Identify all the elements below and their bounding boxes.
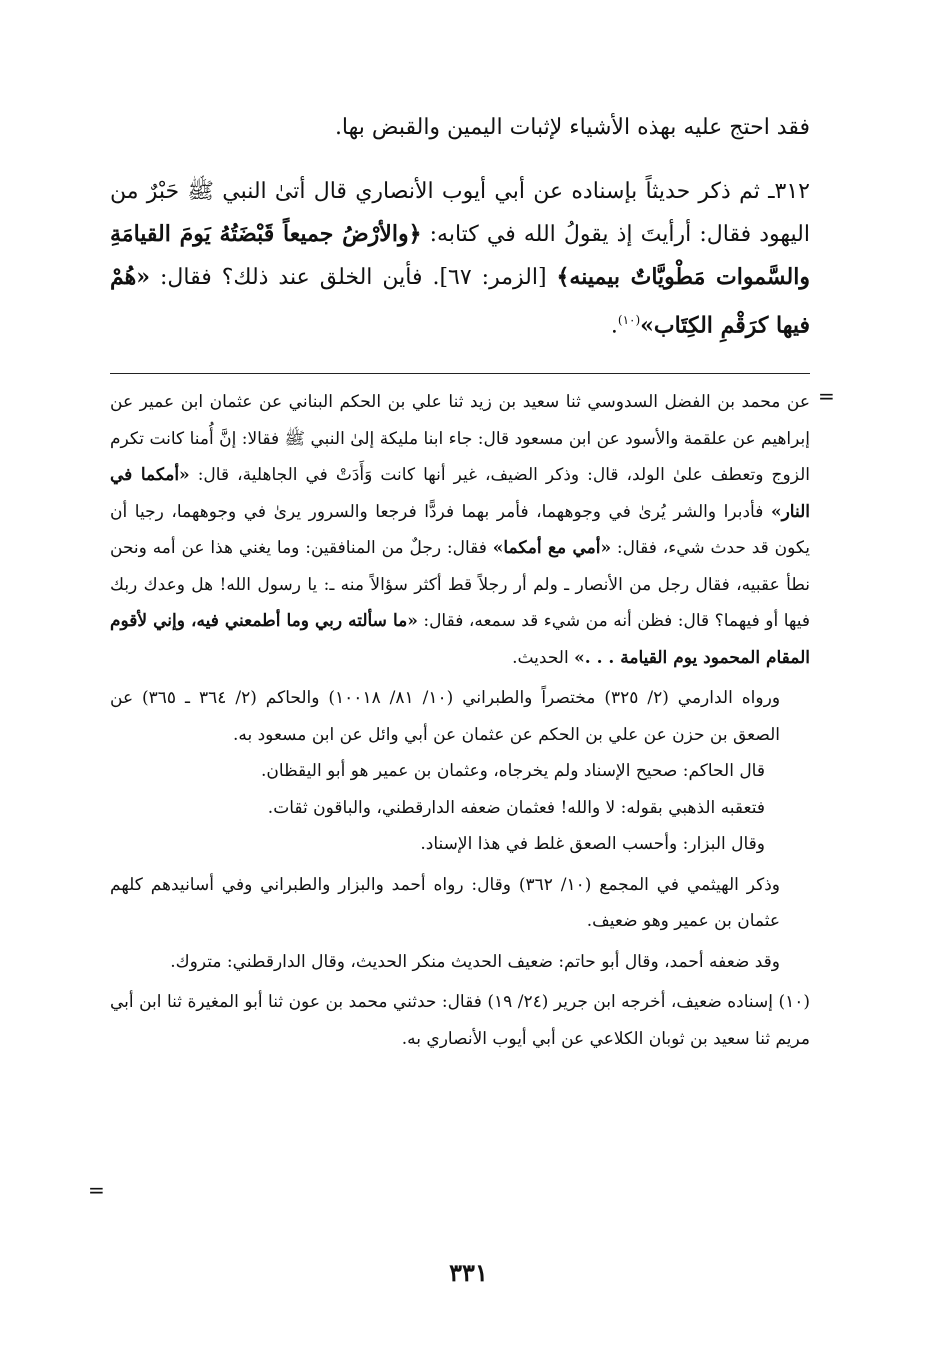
intro-text: فقد احتج عليه بهذه الأشياء لإثبات اليمين والقبض بها. (334, 115, 810, 140)
hadith-text-end: . (610, 313, 618, 339)
continuation-mark-top: = (818, 384, 835, 408)
footnote-daraqutni-paragraph: وقد ضعفه أحمد، وقال أبو حاتم: ضعيف الحديث منكر الحديث، وقال الدارقطني: متروك. (170, 951, 780, 972)
quran-verse: ﴿والأرْضُ جميعاً قَبْضَتُهُ يَومَ القيامَةِ والسَّموات مَطْويَّاتٌ بيمينه﴾ (110, 221, 810, 290)
footnote-divider (110, 373, 810, 374)
hadith-text-middle: [الزمر: ٦٧]. فأين الخلق عند ذلك؟ فقال: (150, 265, 557, 290)
page-number: ٣٣١ (449, 1258, 488, 1287)
footnote-text: فقال: رجلٌ من المنافقين: وما يغني هذا عن أمه ونحن نطأ عقبيه، فقال رجل من الأنصار ـ ولم أر رجلاً قط أكثر سؤالاً منه ـ: يا رسول الله! هل وعدك ربك فيها أو فيهما؟ قال: فظن أنه من شيء قد سمعه، فقال: (110, 538, 810, 631)
hadith-312-paragraph (110, 170, 810, 347)
footnote-text: عن محمد بن الفضل السدوسي ثنا سعيد بن زيد ثنا علي بن الحكم البناني عن عثمان ابن عمير عن إبراهيم عن علقمة والأسود عن ابن مسعود قال: جاء ابنا مليكة إلىٰ النبي ﷺ فقالا: إنَّ أُمنا كانت تكرم الزوج وتعطف علىٰ الولد، قال: وذكر الضيف، غير أنها كانت وَأَدَتْ في الجاهلية، قال: (110, 392, 810, 485)
footnote-dhahabi-line: فتعقبه الذهبي بقوله: لا والله! فعثمان ضعفه الدارقطني، والباقون ثقات. (267, 797, 765, 818)
footnote-quote-3: «ما سألته ربي وما أطمعني فيه، وإني لأقوم المقام المحمود يوم القيامة . . .» (110, 611, 810, 668)
hadith-text-start: ٣١٢ـ ثم ذكر حديثاً بإسناده عن أبي أيوب الأنصاري قال أتىٰ النبي ﷺ حَبْرٌ من اليهود فقال: أرأيتَ إذ يقولُ الله في كتابه: (110, 179, 810, 247)
footnote-text: فأدبرا والشر يُرىٰ في وجوههما، فأمر بهما فردًّا فرجعا والسرور يرىٰ في وجوههما، رجيا أن يكون قد حدث شيء، فقال: (110, 501, 810, 558)
intro-line (110, 106, 810, 149)
footnote-bazzar-line: وقال البزار: وأحسب الصعق غلط في هذا الإسناد. (420, 834, 765, 854)
footnote-continued-paragraph (110, 384, 810, 676)
footnote-text: الحديث. (512, 647, 575, 668)
continuation-mark-bottom: = (88, 1178, 105, 1202)
footnote-10: (١٠) إسناده ضعيف، أخرجه ابن جرير (٢٤/ ١٩) فقال: حدثني محمد بن عون ثنا أبو المغيرة ثنا ابن أبي مريم ثنا سعيد بن ثوبان الكلاعي عن أبي أيوب الأنصاري به. (110, 992, 811, 1049)
footnote-ref-10: (١٠) (617, 313, 641, 327)
footnote-hakim-line: قال الحاكم: صحيح الإسناد ولم يخرجاه، وعثمان بن عمير هو أبو اليقظان. (261, 761, 765, 781)
footnote-quote-2: «أمي مع أمكما» (492, 538, 612, 558)
prophetic-quote: «هُمْ فيها كرَقْمِ الكِتَاب» (110, 264, 810, 339)
footnotes-block (110, 384, 810, 1057)
footnote-haythami-paragraph: وذكر الهيثمي في المجمع (١٠/ ٣٦٢) وقال: رواه أحمد والبزار والطبراني وفي أسانيدهم كلهم عثمان بن عمير وهو ضعيف. (110, 874, 780, 931)
footnote-darimi-paragraph: ورواه الدارمي (٢/ ٣٢٥) مختصراً والطبراني (١٠/ ٨١/ ١٠٠١٨) والحاكم (٢/ ٣٦٤ ـ ٣٦٥) عن الصعق بن حزن عن علي بن الحكم عن عثمان عن أبي وائل عن ابن مسعود به. (110, 688, 781, 745)
footnote-quote-1: «أمكما في النار» (110, 465, 810, 522)
